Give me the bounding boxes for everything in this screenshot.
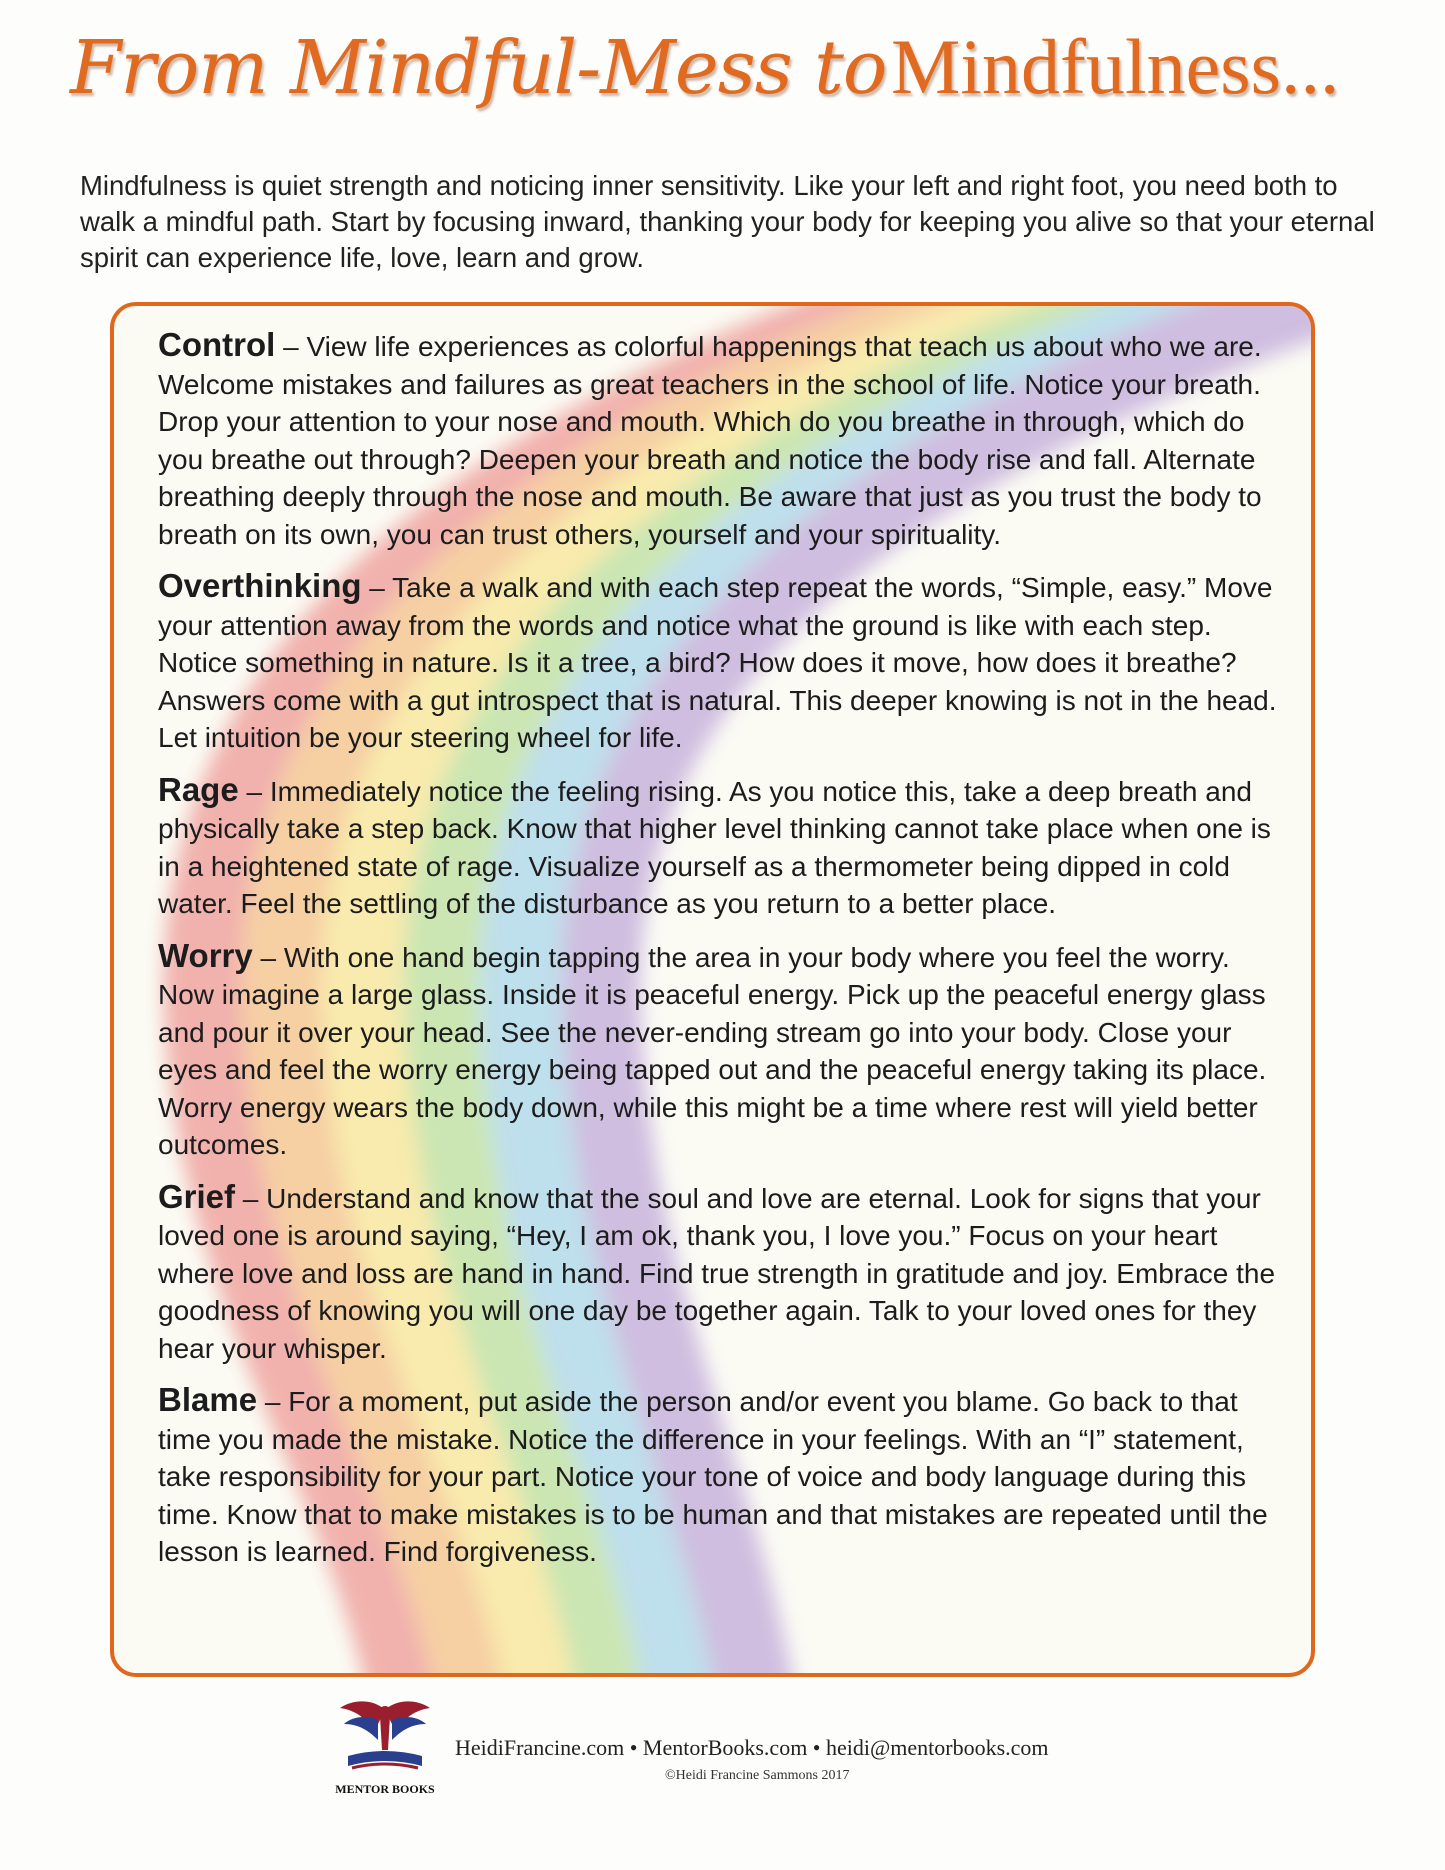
sections-list [158, 326, 1278, 1585]
section-blame [158, 1381, 1278, 1571]
section-rage [158, 771, 1278, 923]
section-text: – Take a walk and with each step repeat the words, “Simple, easy.” Move your attention away from the words and notice what the ground is like with each step. Notice something in nature. Is it a tree, a bird? How does it move, how does it breathe? Answers come with a gut introspect that is natural. This deeper knowing is not in the head. Let intuition be your steering wheel for life. [158, 572, 1277, 753]
section-overthinking [158, 567, 1278, 757]
title-plain-part: Mindfulness... [890, 23, 1340, 110]
intro-paragraph: Mindfulness is quiet strength and noticing inner sensitivity. Like your left and right foot, you need both to walk a mindful path. Start by focusing inward, thanking your body for keeping you alive so that your eternal spirit can experience life, love, learn and grow. [80, 170, 1375, 273]
section-heading: Worry [158, 936, 253, 974]
section-heading: Blame [158, 1381, 258, 1418]
phoenix-book-icon [330, 1690, 440, 1785]
section-worry [158, 937, 1278, 1164]
section-grief [158, 1178, 1278, 1368]
section-heading: Overthinking [158, 567, 362, 604]
footer-links: HeidiFrancine.com • MentorBooks.com • heidi@mentorbooks.com [455, 1735, 1049, 1760]
section-text: – With one hand begin tapping the area in your body where you feel the worry. Now imagine a large glass. Inside it is peaceful energy. Pick up the peaceful energy glass and pour it over your head. See the never-ending stream go into your body. Close your eyes and feel the worry energy being tapped out and the peaceful energy taking its place. Worry energy wears the body down, while this might be a time where rest will yield better outcomes. [158, 941, 1267, 1160]
section-text: – Understand and know that the soul and love are eternal. Look for signs that your loved one is around saying, “Hey, I am ok, thank you, I love you.” Focus on your heart where love and loss are hand in hand. Find true strength in gratitude and joy. Embrace the goodness of knowing you will one day be together again. Talk to your loved ones for they hear your whisper. [158, 1182, 1276, 1364]
footer-copyright: ©Heidi Francine Sammons 2017 [665, 1768, 850, 1783]
section-heading: Rage [158, 770, 239, 808]
content-panel [110, 302, 1315, 1677]
section-control [158, 326, 1278, 553]
section-heading: Control [158, 326, 276, 363]
section-text: – Immediately notice the feeling rising. As you notice this, take a deep breath and physically take a step back. Know that higher level thinking cannot take place when one is in a heightened state of rage. Visualize yourself as a thermometer being dipped in cold water. Feel the settling of the disturbance as you return to a better place. [158, 775, 1271, 919]
section-text: – View life experiences as colorful happenings that teach us about who we are. Welcome mistakes and failures as great teachers in the school of life. Notice your breath. Drop your attention to your nose and mouth. Which do you breathe in through, which do you breathe out through? Deepen your breath and notice the body rise and fall. Alternate breathing deeply through the nose and mouth. Be aware that just as you trust the body to breath on its own, you can trust others, yourself and your spirituality. [158, 331, 1262, 550]
title-script-part: From Mindful-Mess to [70, 25, 887, 111]
section-heading: Grief [158, 1177, 236, 1215]
mentor-books-logo [330, 1690, 440, 1800]
logo-text: MENTOR BOOKS [335, 1782, 435, 1796]
page-title [70, 22, 1400, 142]
section-text: – For a moment, put aside the person and/or event you blame. Go back to that time you made the mistake. Notice the difference in your feelings. With an “I” statement, take responsibility for your part. Notice your tone of voice and body language during this time. Know that to make mistakes is to be human and that mistakes are repeated until the lesson is learned. Find forgiveness. [158, 1386, 1268, 1567]
